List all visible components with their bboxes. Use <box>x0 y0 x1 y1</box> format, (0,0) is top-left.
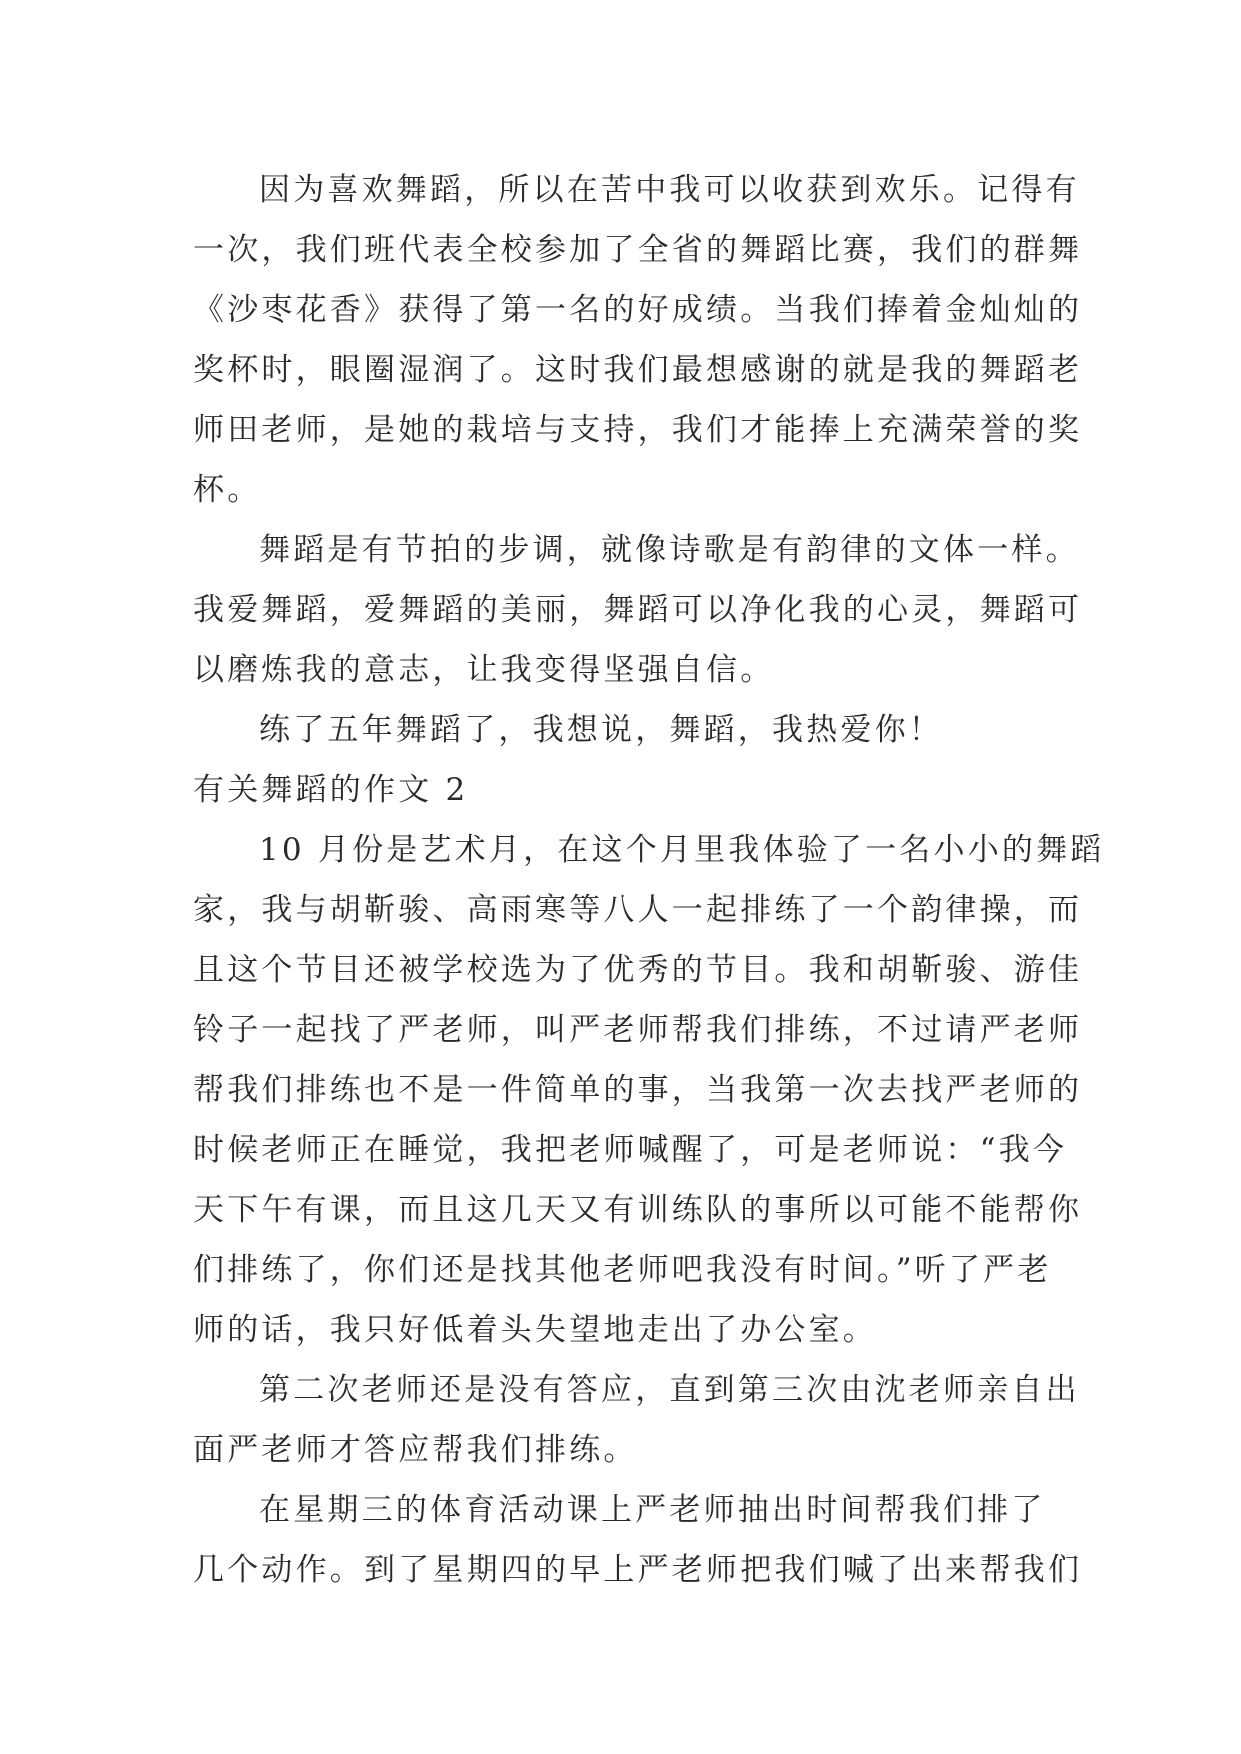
section-heading <box>193 760 1073 820</box>
paragraph <box>193 1480 1083 1600</box>
heading-line: 有关舞蹈的作文 2 <box>193 772 469 808</box>
text-line: 第二次老师还是没有答应，直到第三次由沈老师亲自出 <box>259 1372 1080 1408</box>
text-line: 铃子一起找了严老师，叫严老师帮我们排练，不过请严老师 <box>193 1012 1083 1048</box>
text-line: 《沙枣花香》获得了第一名的好成绩。当我们捧着金灿灿的 <box>193 292 1083 328</box>
text-line: 家，我与胡靳骏、高雨寒等八人一起排练了一个韵律操，而 <box>193 892 1083 928</box>
text-line: 面严老师才答应帮我们排练。 <box>193 1432 638 1468</box>
text-line: 几个动作。到了星期四的早上严老师把我们喊了出来帮我们 <box>193 1552 1083 1588</box>
paragraph <box>193 700 1073 760</box>
text-line: 在星期三的体育活动课上严老师抽出时间帮我们排了 <box>259 1492 1046 1528</box>
text-line: 舞蹈是有节拍的步调，就像诗歌是有韵律的文体一样。 <box>259 532 1080 568</box>
text-line: 时候老师正在睡觉，我把老师喊醒了，可是老师说：“我今 <box>193 1132 1068 1168</box>
text-line: 师的话，我只好低着头失望地走出了办公室。 <box>193 1312 877 1348</box>
text-line: 10 月份是艺术月，在这个月里我体验了一名小小的舞蹈 <box>259 832 1105 868</box>
text-line: 一次，我们班代表全校参加了全省的舞蹈比赛，我们的群舞 <box>193 232 1083 268</box>
paragraph <box>193 1360 1080 1480</box>
paragraph <box>193 520 1083 700</box>
text-line: 且这个节目还被学校选为了优秀的节目。我和胡靳骏、游佳 <box>193 952 1083 988</box>
text-line: 我爱舞蹈，爱舞蹈的美丽，舞蹈可以净化我的心灵，舞蹈可 <box>193 592 1083 628</box>
text-line: 天下午有课，而且这几天又有训练队的事所以可能不能帮你 <box>193 1192 1083 1228</box>
text-line: 练了五年舞蹈了，我想说，舞蹈，我热爱你！ <box>259 712 943 748</box>
text-line: 师田老师，是她的栽培与支持，我们才能捧上充满荣誉的奖 <box>193 412 1083 448</box>
paragraph <box>193 820 1105 1360</box>
text-line: 因为喜欢舞蹈，所以在苦中我可以收获到欢乐。记得有 <box>259 172 1080 208</box>
text-line: 奖杯时，眼圈湿润了。这时我们最想感谢的就是我的舞蹈老 <box>193 352 1083 388</box>
text-line: 以磨炼我的意志，让我变得坚强自信。 <box>193 652 775 688</box>
text-line: 帮我们排练也不是一件简单的事，当我第一次去找严老师的 <box>193 1072 1083 1108</box>
text-line: 们排练了，你们还是找其他老师吧我没有时间。”听了严老 <box>193 1252 1052 1288</box>
paragraph <box>193 160 1083 520</box>
document-body <box>193 160 1105 1600</box>
text-line: 杯。 <box>193 472 262 508</box>
